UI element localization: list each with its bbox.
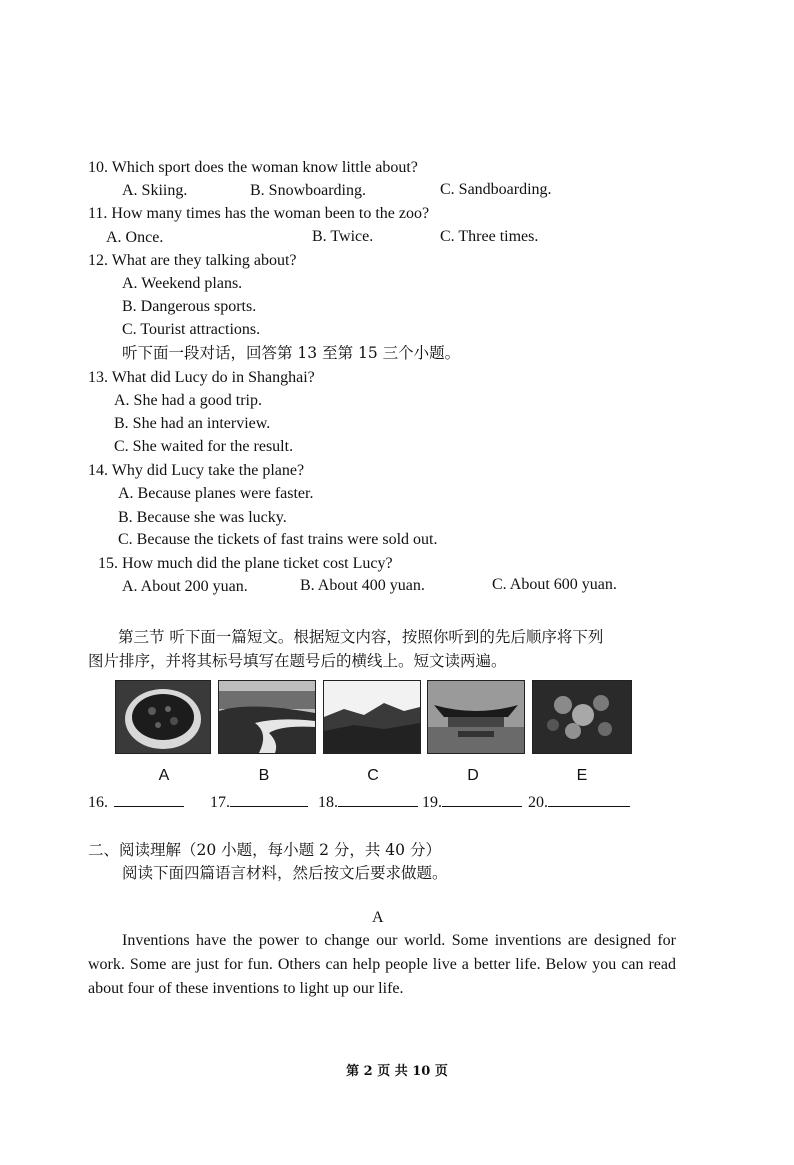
option: B. Twice. xyxy=(312,228,374,245)
question-stem: 11. How many times has the woman been to the zoo? xyxy=(88,205,430,222)
option: A. She had a good trip. xyxy=(114,392,262,409)
answer-blank-19[interactable] xyxy=(422,792,522,812)
dialogue-instruction: 听下面一段对话，回答第 13 至第 15 三个小题。 xyxy=(122,344,461,362)
blank-number: 17. xyxy=(210,794,230,811)
picture-label-e: E xyxy=(576,767,588,784)
question-stem: 13. What did Lucy do in Shanghai? xyxy=(88,369,315,386)
option: C. She waited for the result. xyxy=(114,438,294,455)
answer-blank-17[interactable] xyxy=(210,792,308,812)
blank-number: 18. xyxy=(318,794,338,811)
option: B. Snowboarding. xyxy=(250,182,366,199)
option: B. Dangerous sports. xyxy=(122,298,257,315)
question-stem: 15. How much did the plane ticket cost Lucy? xyxy=(98,555,393,572)
option: B. About 400 yuan. xyxy=(300,577,425,594)
picture-label-c: C xyxy=(367,767,379,784)
temple-roof-photo-icon xyxy=(428,681,524,753)
blank-line[interactable] xyxy=(338,792,418,807)
section3-instruction-line2: 图片排序，并将其标号填写在题号后的横线上。短文读两遍。 xyxy=(88,652,507,670)
section3-instruction-line1: 第三节 听下面一篇短文。根据短文内容，按照你听到的先后顺序将下列 xyxy=(118,628,604,646)
picture-label-d: D xyxy=(467,767,479,784)
passage-title: A xyxy=(372,909,384,926)
question-stem: 14. Why did Lucy take the plane? xyxy=(88,462,305,479)
blank-line[interactable] xyxy=(442,792,522,807)
picture-d xyxy=(427,680,525,754)
picture-a xyxy=(115,680,211,754)
option: B. She had an interview. xyxy=(114,415,271,432)
option: C. Tourist attractions. xyxy=(122,321,261,338)
blank-number: 16. xyxy=(88,794,108,811)
option: A. Once. xyxy=(106,229,164,246)
question-stem: 10. Which sport does the woman know little about? xyxy=(88,159,418,176)
flower-bush-photo-icon xyxy=(533,681,631,753)
answer-blank-20[interactable] xyxy=(528,792,630,812)
answer-blank-16[interactable] xyxy=(88,792,184,812)
blank-number: 19. xyxy=(422,794,442,811)
option: A. Weekend plans. xyxy=(122,275,243,292)
picture-label-a: A xyxy=(158,767,170,784)
picture-b xyxy=(218,680,316,754)
option: C. About 600 yuan. xyxy=(492,576,617,593)
option: A. About 200 yuan. xyxy=(122,578,248,595)
picture-e xyxy=(532,680,632,754)
option: C. Three times. xyxy=(440,228,539,245)
food-bowl-photo-icon xyxy=(116,681,210,753)
blank-line[interactable] xyxy=(114,792,184,807)
part2-instruction: 阅读下面四篇语言材料，然后按文后要求做题。 xyxy=(122,864,448,882)
option: A. Because planes were faster. xyxy=(118,485,314,502)
option: C. Sandboarding. xyxy=(440,181,552,198)
passage-text: Inventions have the power to change our world. Some inventions are designed for work. Some are just for fun. Others can help people live a better life. Below you can read about four of these inventions to light up our life. xyxy=(88,932,676,997)
blank-line[interactable] xyxy=(548,792,630,807)
picture-c xyxy=(323,680,421,754)
blank-number: 20. xyxy=(528,794,548,811)
picture-label-b: B xyxy=(258,767,270,784)
mountain-landscape-photo-icon xyxy=(324,681,420,753)
answer-blank-18[interactable] xyxy=(318,792,418,812)
option: B. Because she was lucky. xyxy=(118,509,287,526)
question-stem: 12. What are they talking about? xyxy=(88,252,297,269)
river-landscape-photo-icon xyxy=(219,681,315,753)
option: A. Skiing. xyxy=(122,182,188,199)
blank-line[interactable] xyxy=(230,792,308,807)
page-footer: 第 2 页 共 10 页 xyxy=(346,1064,448,1079)
part2-heading: 二、阅读理解（20 小题，每小题 2 分，共 40 分） xyxy=(88,841,441,859)
option: C. Because the tickets of fast trains were sold out. xyxy=(118,531,438,548)
